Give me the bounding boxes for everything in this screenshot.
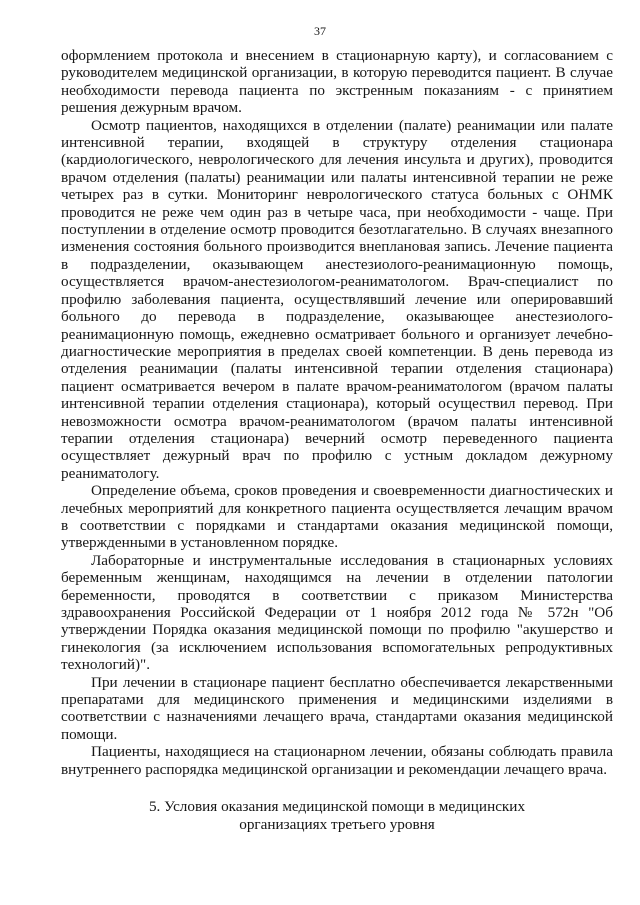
paragraph-icu-examination: Осмотр пациентов, находящихся в отделении (палате) реанимации или палате интенсивной терапии, входящей в структуру отделения стационара (кардиологического, неврологического для лечения инсульта и других), проводится врачом отделения (палаты) реанимации или палаты интенсивной терапии не реже четырех раз в сутки. Мониторинг неврологического статуса больных с ОНМК проводится не реже чем один раз в четыре часа, при необходимости - чаще. При поступлении в отделение осмотр проводится безотлагательно. В случаях внезапного изменения состояния больного производится внеплановая запись. Лечение пациента в подразделении, оказывающем анестезиолого-реанимационную помощь, осуществляется врачом-анестезиологом-реаниматологом. Врач-специалист по профилю заболевания пациента, осуществлявший лечение или оперировавший больного до перевода в подразделение, оказывающее анестезиолого-реанимационную помощь, ежедневно осматривает больного и организует лечебно-диагностические мероприятия в пределах своей компетенции. В день перевода из отделения реанимации (палаты интенсивной терапии отделения стационара) пациент осматривается вечером в палате врачом-реаниматологом (врачом палаты интенсивной терапии отделения стационара), который осуществил перевод. При невозможности осмотра врачом-реаниматологом (врачом палаты интенсивной терапии отделения стационара) вечерний осмотр переведенного пациента осуществляет дежурный врач по профилю с устным докладом дежурному реаниматологу. bbox=[61, 116, 613, 482]
paragraph-treatment-scope: Определение объема, сроков проведения и своевременности диагностических и лечебных мероприятий для конкретного пациента осуществляется лечащим врачом в соответствии с порядками и стандартами оказания медицинской помощи, утвержденными в установленном порядке. bbox=[61, 482, 613, 552]
paragraph-patient-obligations: Пациенты, находящиеся на стационарном лечении, обязаны соблюдать правила внутреннего распорядка медицинской организации и рекомендации лечащего врача. bbox=[61, 743, 613, 778]
document-body bbox=[61, 47, 613, 833]
section-heading-line-1: 5. Условия оказания медицинской помощи в медицинских bbox=[148, 798, 526, 816]
paragraph-pregnancy-tests: Лабораторные и инструментальные исследования в стационарных условиях беременным женщинам, находящимся на лечении в отделении патологии беременности, проводятся в соответствии с приказом Министерства здравоохранения Российской Федерации от 1 ноября 2012 года № 572н "Об утверждении Порядка оказания медицинской помощи по профилю "акушерство и гинекология (за исключением использования вспомогательных репродуктивных технологий)". bbox=[61, 551, 613, 674]
section-heading-line-2: организациях третьего уровня bbox=[239, 815, 435, 833]
paragraph-transfer-continuation: оформлением протокола и внесением в стационарную карту), и согласованием с руководителем медицинской организации, в которую переводится пациент. В случае необходимости перевода пациента по экстренным показаниям - с принятием решения дежурным врачом. bbox=[61, 47, 613, 117]
paragraph-free-medication: При лечении в стационаре пациент бесплатно обеспечивается лекарственными препаратами для медицинского применения и медицинскими изделиями в соответствии с назначениями лечащего врача, стандартами оказания медицинской помощи. bbox=[61, 673, 613, 743]
section-heading bbox=[61, 798, 613, 833]
page-number: 37 bbox=[314, 24, 326, 38]
